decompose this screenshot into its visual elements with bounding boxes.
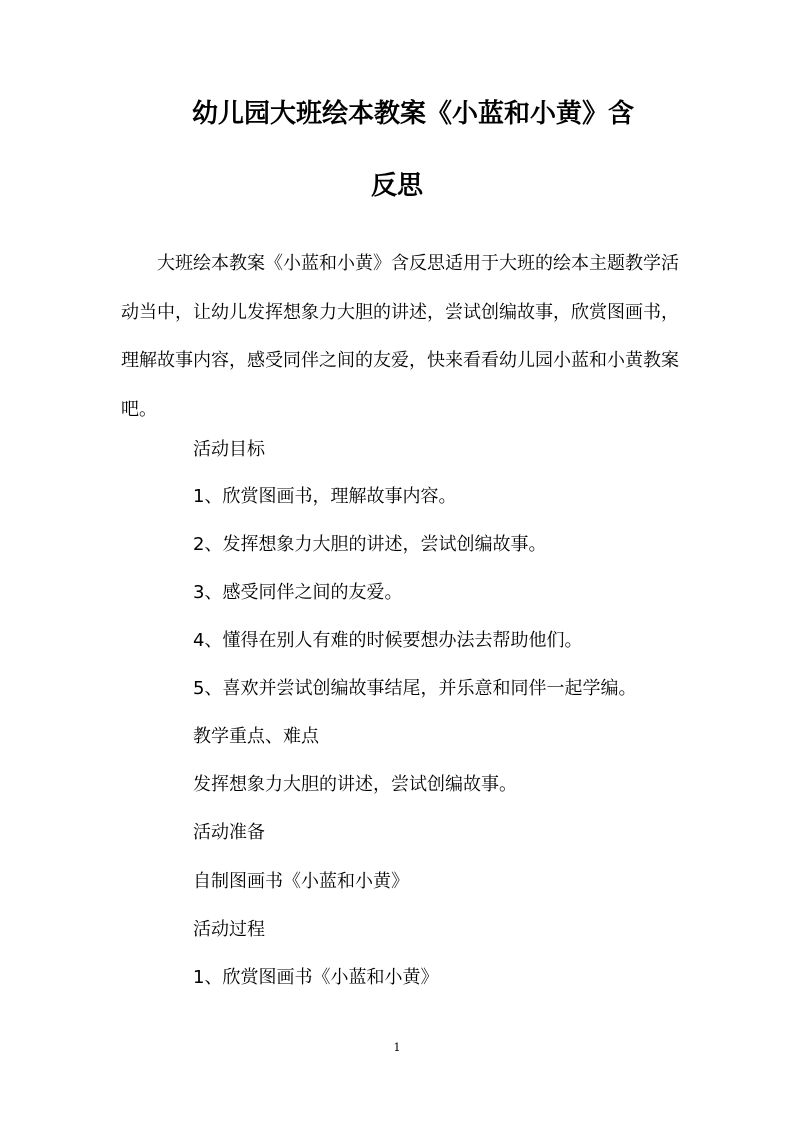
- process-step: 1、欣赏图画书《小蓝和小黄》: [193, 967, 439, 988]
- objective-item: 2、发挥想象力大胆的讲述，尝试创编故事。: [193, 534, 547, 555]
- intro-paragraph: 大班绘本教案《小蓝和小黄》含反思适用于大班的绘本主题教学活动当中，让幼儿发挥想象力大胆的讲述，尝试创编故事，欣赏图画书，理解故事内容，感受同伴之间的友爱，快来看看幼儿园小蓝和小黄教案吧。: [121, 253, 679, 420]
- objective-item: 5、喜欢并尝试创编故事结尾，并乐意和同伴一起学编。: [193, 678, 637, 699]
- section-heading-preparation: 活动准备: [193, 822, 265, 843]
- document-title-line-1: 幼儿园大班绘本教案《小蓝和小黄》含: [191, 99, 634, 129]
- key-points-text: 发挥想象力大胆的讲述，尝试创编故事。: [193, 774, 517, 795]
- objective-item: 1、欣赏图画书，理解故事内容。: [193, 486, 457, 507]
- section-heading-process: 活动过程: [193, 919, 265, 940]
- objective-item: 4、懂得在别人有难的时候要想办法去帮助他们。: [193, 630, 583, 651]
- document-title-line-2: 反思: [370, 171, 423, 201]
- objective-item: 3、感受同伴之间的友爱。: [193, 582, 403, 603]
- preparation-text: 自制图画书《小蓝和小黄》: [193, 871, 409, 892]
- section-heading-objectives: 活动目标: [193, 439, 265, 460]
- page-number: 1: [393, 1041, 401, 1054]
- section-heading-key-points: 教学重点、难点: [193, 726, 319, 747]
